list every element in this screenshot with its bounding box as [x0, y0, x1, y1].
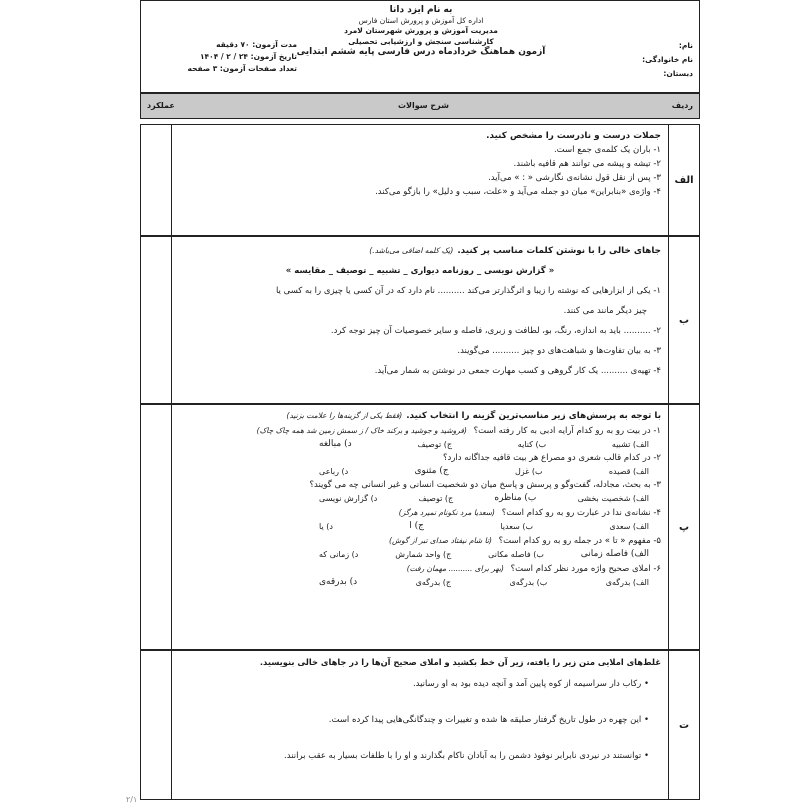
word-bank: « گزارش نویسی _ روزنامه دیواری _ تشبیه _ توصیف _ مقایسه » — [285, 266, 555, 276]
option-d[interactable]: د) رباعی — [319, 467, 349, 476]
desc-column-label: شرح سوالات — [397, 101, 449, 110]
section-note: (فقط یکی از گزینه‌ها را علامت بزنید) — [286, 411, 403, 420]
option-a[interactable]: الف) فاصله زمانی — [580, 549, 649, 559]
option-c[interactable]: ج) مثنوی — [414, 466, 449, 476]
school-label: دبستان: — [663, 69, 693, 78]
mcq-3-options — [319, 492, 661, 506]
option-d[interactable]: د) یا — [319, 522, 333, 531]
option-a[interactable]: الف) سعدی — [609, 522, 649, 531]
exam-header — [140, 0, 700, 93]
statement-3: ۳- پس از نقل قول نشانه‌ی نگارشی « : » می‌آید. — [488, 173, 661, 183]
blank-3: ۳- به بیان تفاوت‌ها و شباهت‌های دو چیز .......... می‌گویند. — [457, 346, 661, 356]
exam-duration: مدت آزمون: ۷۰ دقیقه — [216, 40, 297, 49]
mcq-question: ۵- مفهوم « تا » در جمله رو به رو کدام است؟ — [498, 535, 661, 546]
section-label: الف — [668, 125, 699, 235]
option-a[interactable]: الف) بدرگه‌ی — [605, 578, 649, 587]
section-title-text: جاهای خالی را با نوشتن کلمات مناسب پر کنید. — [457, 246, 661, 256]
mcq-question: ۴- نشانه‌ی ندا در عبارت رو به رو کدام است؟ — [501, 507, 661, 518]
section-title — [179, 409, 661, 424]
spelling-1: • رکاب دار سراسیمه از کوه پایین آمد و آنچه دیده بود به او رسانید. — [412, 679, 649, 689]
option-d[interactable]: د) گزارش نویسی — [319, 494, 378, 503]
option-a[interactable]: الف) تشبیه — [611, 440, 649, 449]
section-label: ت — [668, 651, 699, 799]
mcq-5 — [179, 534, 661, 549]
section-title-text: با توجه به پرسش‌های زیر مناسب‌ترین گزینه را انتخاب کنید. — [406, 411, 661, 421]
section-body — [179, 655, 661, 763]
blank-2: ۲- .......... باید به اندازه، رنگ، بو، لطافت و زبری، فاصله و سایر خصوصیات آن چیز توجه کرد. — [330, 326, 661, 336]
mcq-6 — [179, 562, 661, 577]
statement-2: ۲- تیشه و پیشه می توانند هم قافیه باشند. — [513, 159, 661, 169]
mcq-question: ۳- به بحث، مجادله، گفت‌وگو و پرسش و پاسخ میان دو شخصیت انسانی و غیر انسانی چه می گویند؟ — [309, 479, 661, 490]
mcq-question: ۶- املای صحیح واژه مورد نظر کدام است؟ — [510, 563, 661, 574]
section-note: (یک کلمه اضافی می‌باشد.) — [369, 246, 454, 255]
mcq-2 — [179, 452, 661, 466]
mcq-4-options — [319, 520, 661, 534]
mcq-6-options — [319, 576, 661, 590]
blank-4: ۴- تهیه‌ی .......... یک کار گروهی و کسب مهارت جمعی در نوشتن به شمار می‌آید. — [374, 366, 661, 376]
name-label: نام: — [678, 41, 693, 50]
section-body — [179, 129, 661, 199]
section-title: غلط‌های املایی متن زیر را یافته، زیر آن خط بکشید و املای صحیح آن‌ها را در جاهای خالی بنویسید. — [259, 657, 661, 667]
option-c[interactable]: ج) ا — [409, 521, 424, 531]
exam-info — [147, 39, 297, 75]
section-body — [179, 241, 661, 381]
option-b[interactable]: ب) بدرگه‌ی — [509, 578, 548, 587]
option-c[interactable]: ج) توصیف — [418, 494, 454, 503]
student-info — [573, 39, 693, 81]
section-te — [140, 650, 700, 800]
mcq-1 — [179, 424, 661, 439]
section-body — [179, 409, 661, 590]
score-cell — [141, 237, 172, 403]
spelling-text: رکاب دار سراسیمه از کوه پایین آمد و آنچه دیده بود به او رسانید. — [412, 679, 642, 689]
spelling-2: • این چهره در طول تاریخ گرفتار صلیقه ها شده و تغییرات و چندگانگی‌هایی پیدا کرده است. — [328, 715, 649, 725]
mcq-1-options — [319, 438, 661, 452]
option-a[interactable]: الف) شخصیت بخشی — [577, 494, 649, 503]
exam-pages: تعداد صفحات آزمون: ۳ صفحه — [187, 64, 297, 73]
section-title: جملات درست و نادرست را مشخص کنید. — [486, 131, 661, 141]
family-label: نام خانوادگی: — [642, 55, 693, 64]
mcq-question: ۲- در کدام قالب شعری دو مصراع هر بیت قافیه جداگانه دارد؟ — [443, 452, 661, 463]
statement-4: ۴- واژه‌ی «بنابراین» میان دو جمله می‌آید و «علت، سبب و دلیل» را بازگو می‌کند. — [375, 187, 661, 197]
option-b[interactable]: ب) کنایه — [517, 440, 547, 449]
score-cell — [141, 125, 172, 235]
option-c[interactable]: ج) بدرگه‌ی — [415, 578, 452, 587]
section-alef — [140, 124, 700, 236]
row-column-label: ردیف — [671, 101, 693, 110]
section-pe — [140, 404, 700, 650]
mcq-quote: (بهر برای .......... مهمان رفت) — [406, 563, 504, 573]
option-b[interactable]: ب) فاصله مکانی — [488, 550, 544, 559]
mcq-4 — [179, 506, 661, 521]
blank-1: ۱- یکی از ابزارهایی که نوشته را زیبا و اثرگذارتر می‌کند .......... نام دارد که در آن کسی یا چیزی را به کسی یا — [275, 286, 661, 296]
option-b[interactable]: ب) مناظره — [494, 493, 537, 503]
section-label: پ — [668, 405, 699, 649]
spelling-3: • توانستند در نیردی نابرابر نوفوذ دشمن را به آبادان ناکام بگذارند و او را با طلفات بسیار به عقب برانند. — [284, 751, 649, 761]
header-center — [281, 5, 561, 58]
org-line-3: کارشناسی سنجش و ارزشیابی تحصیلی — [348, 36, 494, 46]
mcq-3 — [179, 479, 661, 493]
mcq-5-options — [319, 548, 661, 562]
blank-1-cont: چیز دیگر مانند می کنند. — [563, 306, 647, 316]
section-be — [140, 236, 700, 404]
option-c[interactable]: ج) واحد شمارش — [395, 550, 452, 559]
option-d[interactable]: د) مبالغه — [319, 439, 352, 449]
mcq-quote: (تا شام نیفتاد صدای تبر از گوش) — [389, 535, 492, 545]
column-header — [140, 93, 700, 119]
exam-page — [140, 0, 700, 800]
spelling-text: توانستند در نیردی نابرابر نوفوذ دشمن را به آبادان ناکام بگذارند و او را با طلفات بسیار به عقب برانند. — [284, 751, 642, 761]
spelling-text: این چهره در طول تاریخ گرفتار صلیقه ها شده و تغییرات و چندگانگی‌هایی پیدا کرده است. — [328, 715, 642, 725]
option-c[interactable]: ج) توصیف — [417, 440, 453, 449]
section-label: ب — [668, 237, 699, 403]
option-a[interactable]: الف) قصیده — [608, 467, 649, 476]
org-line-2: مدیریت آموزش و پرورش شهرستان لامرد — [344, 26, 498, 35]
bismillah: به نام ایزد دانا — [389, 5, 453, 15]
option-d[interactable]: د) زمانی که — [319, 550, 359, 559]
section-title — [179, 241, 661, 261]
option-b[interactable]: ب) غزل — [514, 467, 543, 476]
org-line-1: اداره کل آموزش و پرورش استان فارس — [358, 15, 484, 25]
exam-date: تاریخ آزمون: ۲۴ / ۲ / ۱۴۰۴ — [199, 52, 297, 61]
statement-1: ۱- باران یک کلمه‌ی جمع است. — [553, 145, 661, 155]
exam-title: آزمون هماهنگ خردادماه درس فارسی پایه ششم ابتدایی — [296, 47, 546, 57]
mcq-2-options — [319, 465, 661, 479]
score-cell — [141, 405, 172, 649]
mcq-question: ۱- در بیت رو به رو کدام آرایه ادبی به کار رفته است؟ — [473, 425, 661, 436]
score-cell — [141, 651, 172, 799]
score-column-label: عملکرد — [147, 101, 175, 110]
mcq-quote: (سعدیا مرد نکونام نمیرد هرگز) — [398, 507, 495, 517]
option-d[interactable]: د) بدرقه‌ی — [319, 577, 358, 587]
option-b[interactable]: ب) سعدیا — [500, 522, 533, 531]
mcq-quote: (فروشید و جوشید و برکند خاک / ز سمش زمین شد همه چاک چاک) — [256, 425, 467, 435]
page-number: ۲/۱ — [126, 795, 138, 804]
